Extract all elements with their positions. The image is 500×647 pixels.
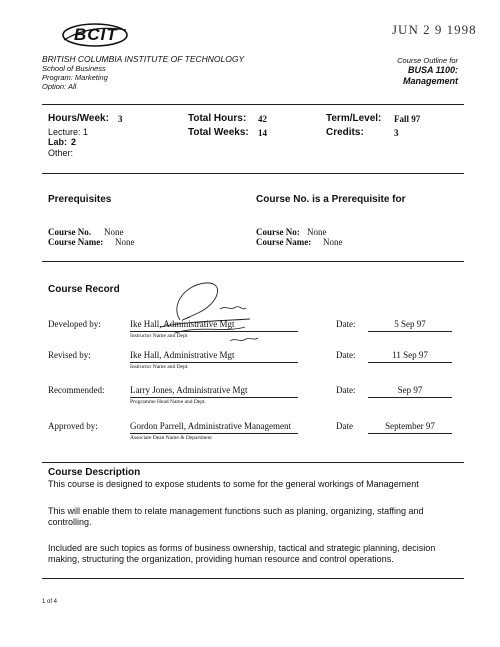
required-for-course-name-label: Course Name: [256, 237, 312, 247]
course-record-heading: Course Record [48, 284, 120, 295]
outline-label: Course Outline for [397, 56, 458, 65]
revised-by-caption: Instructor Name and Dept. [130, 364, 189, 370]
divider-record [42, 462, 464, 463]
revised-by-label: Revised by: [48, 350, 91, 360]
received-stamp-date: JUN 2 9 1998 [392, 22, 477, 37]
term-level-value: Fall 97 [394, 114, 421, 124]
recommended-date-value: Sep 97 [397, 385, 423, 395]
recommended-value: Larry Jones, Administrative Mgt [130, 385, 248, 395]
total-hours-value: 42 [258, 114, 267, 124]
prereq-course-name-value: None [115, 237, 135, 247]
option-name: Option: All [42, 82, 77, 91]
approved-by-value: Gordon Parrell, Administrative Management [130, 421, 291, 431]
course-title: Management [402, 76, 458, 86]
required-for-course-name-value: None [323, 237, 343, 247]
developed-date-label: Date: [336, 319, 356, 329]
developed-by-value: Ike Hall, Administrative Mgt [130, 319, 235, 329]
description-paragraph-2: This will enable them to relate management functions such as planing, organizing, staffing and controlling. [48, 506, 424, 527]
page-number: 1 of 4 [42, 599, 58, 605]
term-level-label: Term/Level: [326, 113, 382, 124]
total-weeks-value: 14 [258, 128, 267, 138]
program-name: Program: Marketing [42, 73, 108, 82]
approved-by-caption: Associate Dean Name & Department [130, 435, 212, 441]
revised-by-line [130, 362, 298, 363]
description-paragraph-3: Included are such topics as forms of business ownership, tactical and strategic planning, decision making, structuring the organization, providing human resource and control operations. [48, 543, 436, 564]
bcit-logo [60, 20, 130, 48]
recommended-caption: Programme Head Name and Dept. [130, 399, 206, 405]
recommended-label: Recommended: [48, 385, 105, 395]
divider-hours [42, 173, 464, 174]
total-hours-label: Total Hours: [188, 113, 247, 124]
prerequisites-heading: Prerequisites [48, 194, 112, 205]
logo-text: BCIT [74, 25, 118, 44]
revised-date-label: Date: [336, 350, 356, 360]
developed-by-line [130, 331, 298, 332]
developed-date-line [368, 331, 452, 332]
description-paragraph-1: This course is designed to expose students to some for the general workings of Management [48, 479, 419, 489]
prereq-course-no-label: Course No. [48, 227, 91, 237]
lab-label: Lab: [48, 137, 67, 147]
recommended-date-label: Date: [336, 385, 356, 395]
developed-by-caption: Instructor Name and Dept [130, 333, 188, 339]
divider-prereq [42, 261, 464, 262]
hours-week-value: 3 [118, 114, 123, 124]
approved-by-line [130, 433, 298, 434]
divider-bottom [42, 578, 464, 579]
prereq-course-no-value: None [104, 227, 124, 237]
institute-name: BRITISH COLUMBIA INSTITUTE OF TECHNOLOGY [42, 54, 245, 64]
school-name: School of Business [42, 64, 106, 73]
lab-value: 2 [71, 137, 77, 147]
course-description-heading: Course Description [48, 467, 141, 478]
other-hours: Other: [48, 148, 74, 158]
recommended-line [130, 397, 298, 398]
total-weeks-label: Total Weeks: [188, 127, 249, 138]
signature-scribble-icon [150, 275, 270, 355]
course-code: BUSA 1100: [407, 65, 458, 75]
hours-week-label: Hours/Week: [48, 113, 109, 124]
divider-top [42, 104, 464, 105]
prereq-course-name-label: Course Name: [48, 237, 104, 247]
credits-value: 3 [394, 128, 399, 138]
developed-by-label: Developed by: [48, 319, 101, 329]
recommended-date-line [368, 397, 452, 398]
lecture-hours: Lecture: 1 [48, 127, 89, 137]
required-for-course-no-value: None [307, 227, 327, 237]
developed-date-value: 5 Sep 97 [394, 319, 426, 329]
credits-label: Credits: [326, 127, 364, 138]
required-for-course-no-label: Course No: [256, 227, 300, 237]
revised-date-line [368, 362, 452, 363]
is-prerequisite-heading: Course No. is a Prerequisite for [256, 194, 406, 205]
approved-date-label: Date [336, 421, 353, 431]
approved-date-value: September 97 [385, 421, 435, 431]
approved-by-label: Approved by: [48, 421, 98, 431]
approved-date-line [368, 433, 452, 434]
revised-date-value: 11 Sep 97 [392, 350, 428, 360]
revised-by-value: Ike Hall, Administrative Mgt [130, 350, 235, 360]
